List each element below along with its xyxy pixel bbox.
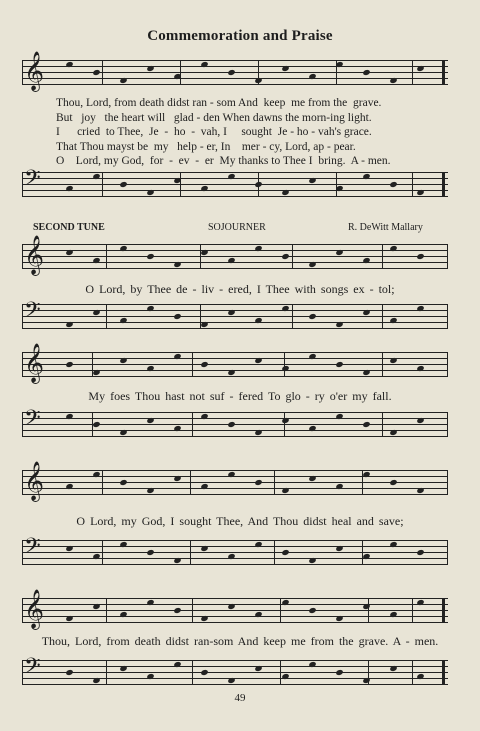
notehead — [92, 69, 100, 76]
notehead — [65, 669, 73, 676]
notehead — [308, 313, 316, 320]
notehead — [65, 545, 73, 552]
notehead — [146, 65, 154, 72]
notehead — [254, 357, 262, 364]
notehead — [416, 65, 424, 72]
verse-line: That Thou mayst be my help - er, In mer - cy, Lord, ap - pear. — [56, 140, 356, 153]
notehead — [389, 357, 397, 364]
notehead — [92, 603, 100, 610]
treble-clef-icon: 𝄞 — [24, 51, 45, 91]
bass-staff-4 — [22, 534, 448, 564]
composer: R. DeWitt Mallary — [348, 222, 423, 233]
notehead — [227, 603, 235, 610]
lyric-line: O Lord, my God, I sought Thee, And Thou didst heal and save; — [76, 514, 404, 528]
treble-clef-icon: 𝄞 — [24, 343, 45, 383]
notehead — [389, 77, 397, 84]
notehead — [92, 677, 100, 684]
treble-staff-2 — [22, 235, 448, 275]
notehead — [65, 321, 73, 328]
notehead — [389, 181, 397, 188]
notehead — [227, 369, 235, 376]
notehead — [281, 417, 289, 424]
notehead — [362, 69, 370, 76]
notehead — [362, 369, 370, 376]
notehead — [254, 77, 262, 84]
notehead — [389, 479, 397, 486]
notehead — [65, 249, 73, 256]
notehead — [119, 479, 127, 486]
treble-clef-icon: 𝄞 — [24, 461, 45, 501]
notehead — [173, 607, 181, 614]
notehead — [146, 417, 154, 424]
page-title: Commemoration and Praise — [147, 28, 333, 44]
notehead — [281, 253, 289, 260]
notehead — [119, 181, 127, 188]
notehead — [227, 677, 235, 684]
notehead — [173, 475, 181, 482]
notehead — [281, 487, 289, 494]
bass-staff-2 — [22, 298, 448, 328]
notehead — [254, 479, 262, 486]
notehead — [119, 77, 127, 84]
verse-line: But joy the heart will glad - den When dawns the morn-ing light. — [56, 111, 372, 124]
notehead — [65, 361, 73, 368]
notehead — [416, 417, 424, 424]
bass-clef-icon: 𝄢 — [24, 406, 41, 436]
notehead — [335, 249, 343, 256]
bass-staff-3 — [22, 406, 448, 436]
lyric-line: My foes Thou hast not suf - fered To glo - ry o'er my fall. — [88, 389, 392, 403]
tune-label: SECOND TUNE — [33, 222, 105, 233]
notehead — [362, 603, 370, 610]
notehead — [335, 361, 343, 368]
notehead — [362, 677, 370, 684]
notehead — [146, 253, 154, 260]
notehead — [173, 261, 181, 268]
hymn1-verses — [0, 96, 480, 169]
bass-staff-1 — [22, 166, 448, 196]
notehead — [65, 615, 73, 622]
notehead — [335, 545, 343, 552]
treble-staff-1 — [22, 51, 448, 91]
notehead — [281, 65, 289, 72]
bass-staff-5 — [22, 654, 448, 684]
notehead — [416, 189, 424, 196]
notehead — [173, 313, 181, 320]
notehead — [254, 665, 262, 672]
notehead — [389, 429, 397, 436]
lyric-line: O Lord, by Thee de - liv - ered, I Thee with songs ex - tol; — [85, 282, 395, 296]
treble-clef-icon: 𝄞 — [24, 589, 45, 629]
notehead — [362, 421, 370, 428]
notehead — [308, 177, 316, 184]
bass-clef-icon: 𝄢 — [24, 654, 41, 684]
notehead — [119, 357, 127, 364]
notehead — [308, 261, 316, 268]
notehead — [416, 253, 424, 260]
verse-line: O Lord, my God, for - ev - er My thanks to Thee I bring. A - men. — [56, 155, 391, 167]
notehead — [227, 421, 235, 428]
notehead — [254, 429, 262, 436]
notehead — [200, 615, 208, 622]
notehead — [200, 669, 208, 676]
notehead — [200, 545, 208, 552]
notehead — [146, 487, 154, 494]
treble-staff-4 — [22, 461, 448, 501]
notehead — [254, 181, 262, 188]
verse-line: I cried to Thee, Je - ho - vah, I sought Je - ho - vah's grace. — [56, 126, 372, 138]
notehead — [227, 69, 235, 76]
notehead — [92, 421, 100, 428]
notehead — [200, 249, 208, 256]
notehead — [308, 557, 316, 564]
tune-name: SOJOURNER — [208, 222, 266, 233]
notehead — [416, 487, 424, 494]
bass-clef-icon: 𝄢 — [24, 298, 41, 328]
verse-line: Thou, Lord, from death didst ran - som And keep me from the grave. — [56, 97, 382, 109]
bass-clef-icon: 𝄢 — [24, 166, 41, 196]
notehead — [335, 321, 343, 328]
notehead — [119, 665, 127, 672]
notehead — [335, 669, 343, 676]
notehead — [119, 429, 127, 436]
notehead — [92, 369, 100, 376]
notehead — [173, 557, 181, 564]
notehead — [416, 549, 424, 556]
notehead — [146, 189, 154, 196]
page-number: 49 — [234, 692, 246, 704]
lyric-line: Thou, Lord, from death didst ran-som And keep me from the grave. A - men. — [41, 634, 439, 648]
treble-staff-3 — [22, 343, 448, 383]
notehead — [200, 361, 208, 368]
notehead — [200, 321, 208, 328]
notehead — [389, 665, 397, 672]
treble-staff-5 — [22, 589, 448, 629]
notehead — [146, 549, 154, 556]
notehead — [281, 549, 289, 556]
treble-clef-icon: 𝄞 — [24, 235, 45, 275]
notehead — [308, 475, 316, 482]
notehead — [92, 309, 100, 316]
notehead — [335, 615, 343, 622]
notehead — [281, 189, 289, 196]
bass-clef-icon: 𝄢 — [24, 534, 41, 564]
notehead — [362, 309, 370, 316]
notehead — [308, 607, 316, 614]
notehead — [227, 309, 235, 316]
